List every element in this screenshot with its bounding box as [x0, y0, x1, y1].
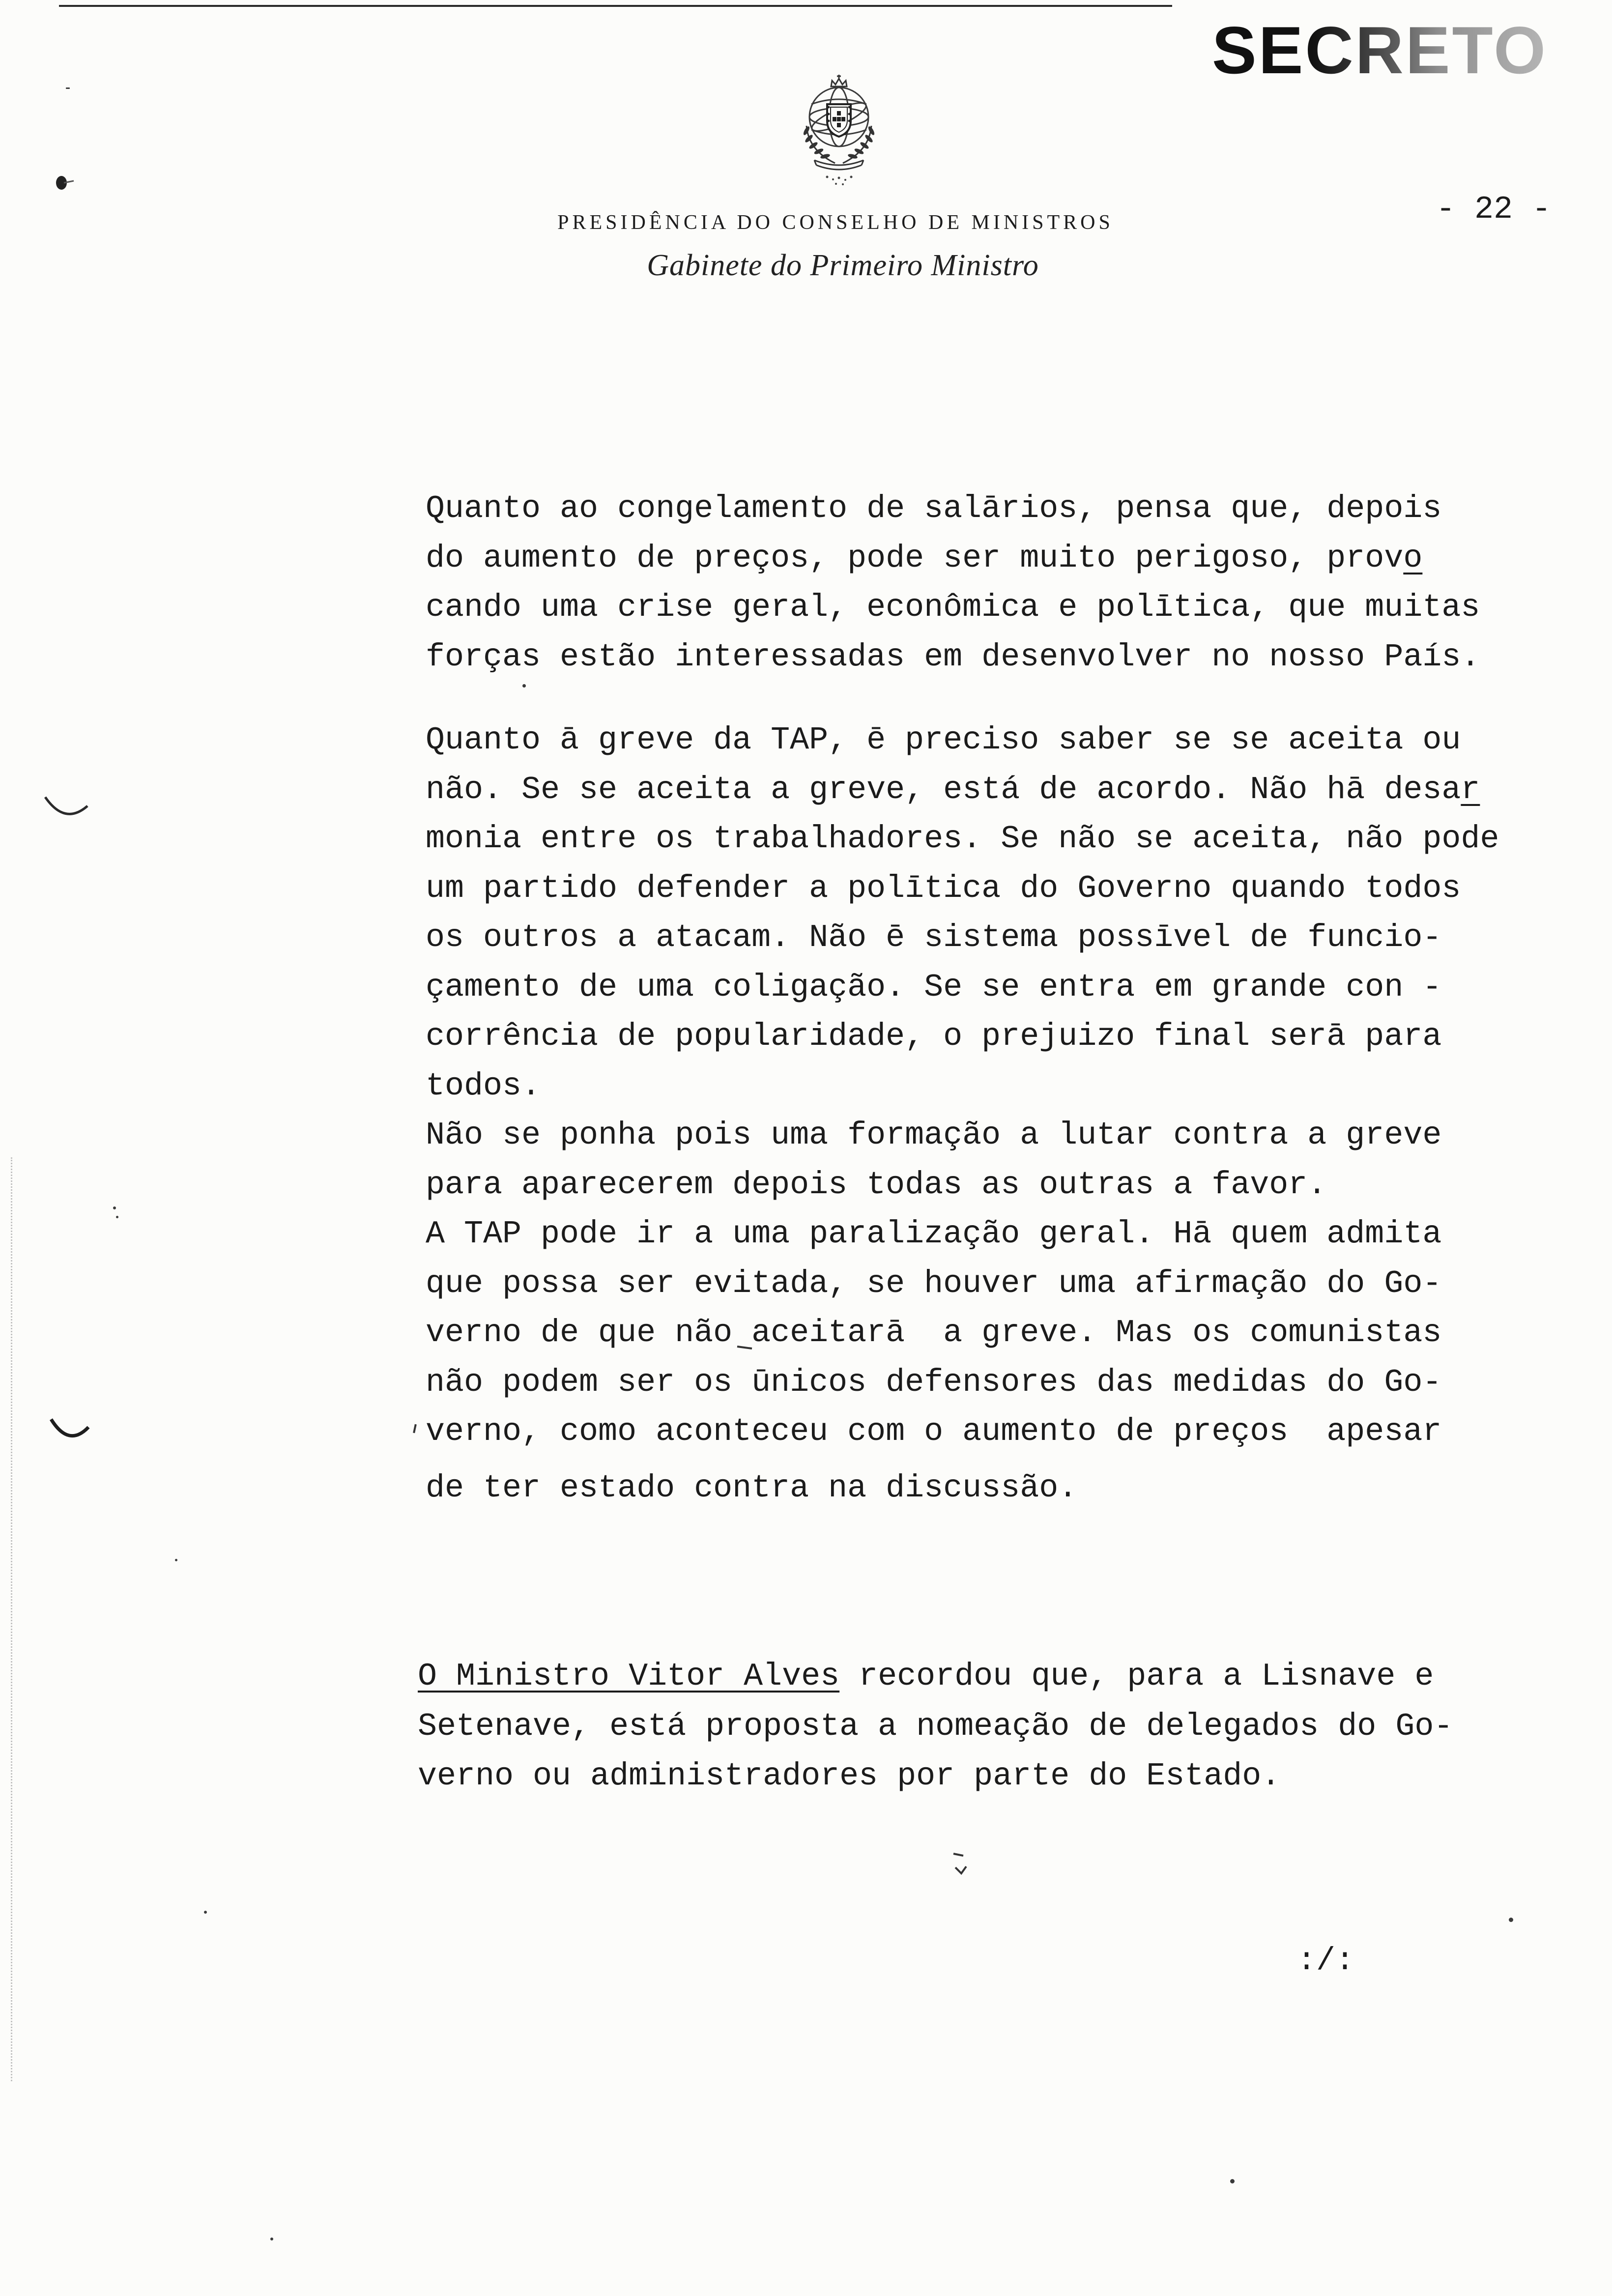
line-text: não. Se se aceita a greve, está de acordo. Não hā desa: [426, 771, 1461, 808]
ink-blot: [56, 176, 74, 190]
page-number: - 22 -: [1436, 191, 1552, 228]
body-line: çamento de uma coligação. Se se entra em grande con -: [426, 969, 1442, 1005]
body-line: os outros a atacam. Não ē sistema possīvel de funcio-: [426, 919, 1442, 956]
institution-name: PRESIDÊNCIA DO CONSELHO DE MINISTROS: [557, 211, 1114, 234]
scan-speck: [113, 1206, 116, 1209]
body-line: corrência de popularidade, o prejuizo final serā para: [426, 1018, 1442, 1055]
left-punch-curve-lower: [51, 1419, 88, 1436]
body-line: de ter estado contra na discussão.: [426, 1469, 1078, 1506]
body-line: verno de que não aceitarā a greve. Mas os comunistas: [426, 1315, 1442, 1351]
body-line: que possa ser evitada, se houver uma afirmação do Go-: [426, 1265, 1442, 1302]
body-line: não podem ser os ūnicos defensores das medidas do Go-: [426, 1364, 1442, 1401]
center-scribble: [953, 1854, 966, 1873]
body-line: Não se ponha pois uma formação a lutar contra a greve: [426, 1117, 1442, 1153]
body-line: A TAP pode ir a uma paralização geral. Hā quem admita: [426, 1216, 1442, 1252]
scan-speck: [270, 2238, 273, 2240]
body-line: um partido defender a polītica do Governo quando todos: [426, 870, 1461, 907]
scan-speck: [1509, 1918, 1513, 1922]
body-line: para aparecerem depois todas as outras a favor.: [426, 1166, 1327, 1203]
scan-speck: [1230, 2179, 1235, 2183]
body-line: Quanto ā greve da TAP, ē preciso saber se se aceita ou: [426, 722, 1461, 758]
line-text: do aumento de preços, pode ser muito perigoso, prov: [426, 540, 1404, 576]
body-line: verno ou administradores por parte do Estado.: [418, 1758, 1281, 1794]
body-line: Quanto ao congelamento de salārios, pensa que, depois: [426, 490, 1442, 527]
underlined-hyphen-letter: o: [1403, 540, 1423, 576]
scan-speck: [522, 684, 526, 688]
body-line: monia entre os trabalhadores. Se não se aceita, não pode: [426, 821, 1499, 857]
body-line: cando uma crise geral, econômica e polītica, que muitas: [426, 589, 1480, 626]
secret-classification-stamp: SECRETO: [1212, 11, 1548, 89]
body-line: todos.: [426, 1067, 541, 1104]
body-line: Setenave, está proposta a nomeação de delegados do Go-: [418, 1708, 1453, 1745]
body-line: forças estão interessadas em desenvolver no nosso País.: [426, 638, 1480, 675]
aceitara-mark: [737, 1347, 752, 1349]
scan-speck: [66, 87, 70, 89]
scan-speck: [175, 1559, 177, 1561]
continuation-mark: :/:: [1297, 1943, 1355, 1979]
scan-speck: [116, 1216, 118, 1218]
body-line: verno, como aconteceu com o aumento de preços apesar: [426, 1413, 1442, 1450]
left-punch-curve-upper: [45, 797, 87, 814]
office-name-script: Gabinete do Primeiro Ministro: [647, 249, 1039, 282]
underlined-hyphen-letter: r: [1461, 771, 1480, 808]
speaker-name: O Ministro Vitor Alves: [418, 1658, 840, 1694]
line-text: recordou que, para a Lisnave e: [839, 1658, 1434, 1694]
scan-speck: [204, 1911, 207, 1914]
